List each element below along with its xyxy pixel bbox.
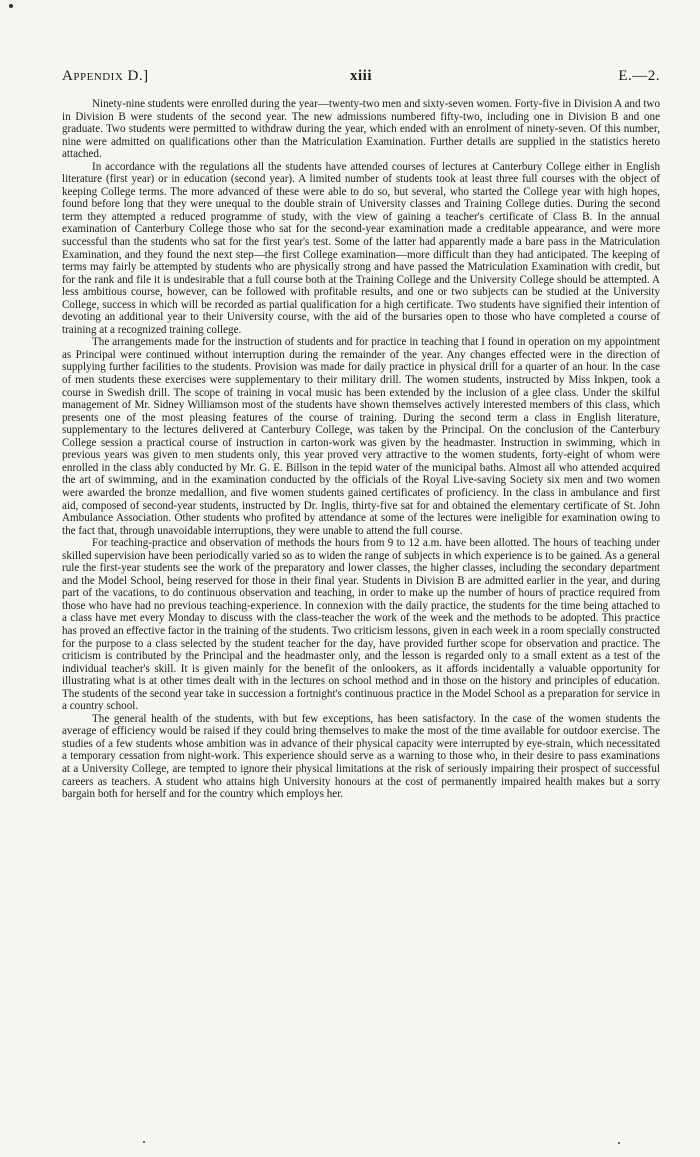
speck-left	[143, 1141, 145, 1143]
paragraph-health: The general health of the students, with but few exceptions, has been satisfactory. In the case of the women students the average of efficiency would be raised if they could bring themselves to make the most of the time available for outdoor exercise. The studies of a few students whose ambition was in advance of their physical capacity were interrupted by eye-strain, which necessitated a temporary cessation from night-work. This experience should serve as a warning to those who, in their desire to pass examinations at a University College, are tempted to ignore their physical limitations at the risk of seriously impairing their prospect of successful careers as teachers. A student who attains high University honours at the cost of permanently impaired health makes but a sorry bargain both for herself and for the country which employs her.	[62, 712, 660, 801]
paragraph-instruction: The arrangements made for the instruction of students and for practice in teaching that I found in operation on my appointment as Principal were continued without interruption during the remainder of the year. Any changes effected were in the direction of supplying further facilities to the students. Provision was made for daily practice in physical drill for a quarter of an hour. In the case of men students these exercises were supplementary to their military drill. The women students, instructed by Miss Inkpen, took a course in Swedish drill. The scope of training in vocal music has been extended by the inclusion of a glee class. Under the skilful management of Mr. Sidney Williamson most of the students have shown themselves actively interested members of this class, which presents one of the most pleasing features of the course of training. During the second term a class in English literature, supplementary to the lectures delivered at Canterbury College, was taken by the Principal. On the conclusion of the Canterbury College session a practical course of instruction in carton-work was given by the headmaster. Instruction in swimming, which in previous years was given to men students only, this year proved very attractive to the women students, forty-eight of whom were enrolled in the class ably conducted by Mr. G. E. Billson in the tepid water of the municipal baths. Almost all who attended acquired the art of swimming, and in the examination conducted by the officials of the Royal Live-saving Society six men and two women were awarded the bronze medallion, and five women students gained certificates of proficiency. In the class in ambulance and first aid, composed of second-year students, instructed by Dr. Inglis, thirty-five sat for and obtained the elementary certificate of St. John Ambulance Association. Other students who profited by attendance at some of the lectures were ineligible for examination owing to the fact that, through unavoidable interruptions, they were unable to attend the full course.	[62, 336, 660, 537]
paragraph-enrolment: Ninety-nine students were enrolled during the year—twenty-two men and sixty-seven women. Forty-five in Division A and two in Division B were students of the second year. The new admissions numbered fifty-two, including one in Division B and one graduate. Two students were permitted to withdraw during the year, which ended with an enrolment of ninety-seven. Of this number, nine were admitted on qualifications other than the Matriculation Examination. Further details are supplied in the statistics hereto attached.	[62, 98, 660, 161]
paragraph-lectures: In accordance with the regulations all the students have attended courses of lectures at Canterbury College either in English literature (first year) or in education (second year). A limited number of students took at least three full courses with the object of keeping College terms. The more advanced of these were able to do so, but several, who started the College year with high hopes, found before long that they were unequal to the double strain of University classes and Training College duties. During the second term they attempted a reduced programme of study, with the view of gaining a teacher's certificate of Class B. In the annual examination of Canterbury College those who sat for the second-year examination made a creditable appearance, and were more successful than the students who sat for the first year's test. Some of the latter had apparently made a bare pass in the Matriculation Examination, and they found the next step—the first College examination—more difficult than they had anticipated. The keeping of terms may fairly be attempted by students who are physically strong and have passed the Matriculation Examination with credit, but for the rank and file it is undesirable that a full course both at the Training College and the University College should be attempted. A less ambitious course, however, can be followed with profitable results, and one or two subjects can be studied at the University College, success in which will be recorded as partial qualification for a high certificate. Two students have signified their intention of devoting an additional year to their University course, with the aid of the bursaries open to those who have completed a course of training at a recognized training college.	[62, 160, 660, 336]
report-body	[62, 98, 660, 801]
appendix-label: Appendix D.]	[62, 68, 149, 84]
speck-right	[618, 1142, 620, 1144]
page-number: xiii	[349, 68, 372, 84]
document-reference: E.—2.	[618, 68, 660, 84]
scan-footer-specks	[0, 1141, 700, 1149]
page-header	[62, 68, 660, 88]
scan-speck	[9, 4, 13, 8]
paragraph-teaching-practice: For teaching-practice and observation of methods the hours from 9 to 12 a.m. have been allotted. The hours of teaching under skilled supervision have been periodically varied so as to widen the range of subjects in which experience is to be gained. As a general rule the first-year students see the work of the preparatory and lower classes, the higher classes, including the secondary department and the Model School, being reserved for those in their final year. Students in Division B are admitted earlier in the year, and during part of the vacations, to do continuous observation and teaching, in order to make up the number of hours of practice required from those who have had no previous teaching-experience. In connexion with the daily practice, the students for the time being attached to a class have met every Monday to discuss with the class-teacher the work of the week and the methods to be adopted. This practice has proved an effective factor in the training of the students. Two criticism lessons, given in each week in a room specially constructed for the purpose to a class selected by the student teacher for the day, have provided further scope for observation and practice. The criticism is contributed by the Principal and the headmaster only, and the lesson is regarded only to a small extent as a test of the individual teacher's skill. It is given mainly for the benefit of the onlookers, as it affords incidentally a valuable opportunity for illustrating what is at other times dealt with in the lectures on school method and in those on the history and principles of education. The students of the second year take in succession a fortnight's continuous practice in the Model School as a preparation for service in a country school.	[62, 537, 660, 713]
